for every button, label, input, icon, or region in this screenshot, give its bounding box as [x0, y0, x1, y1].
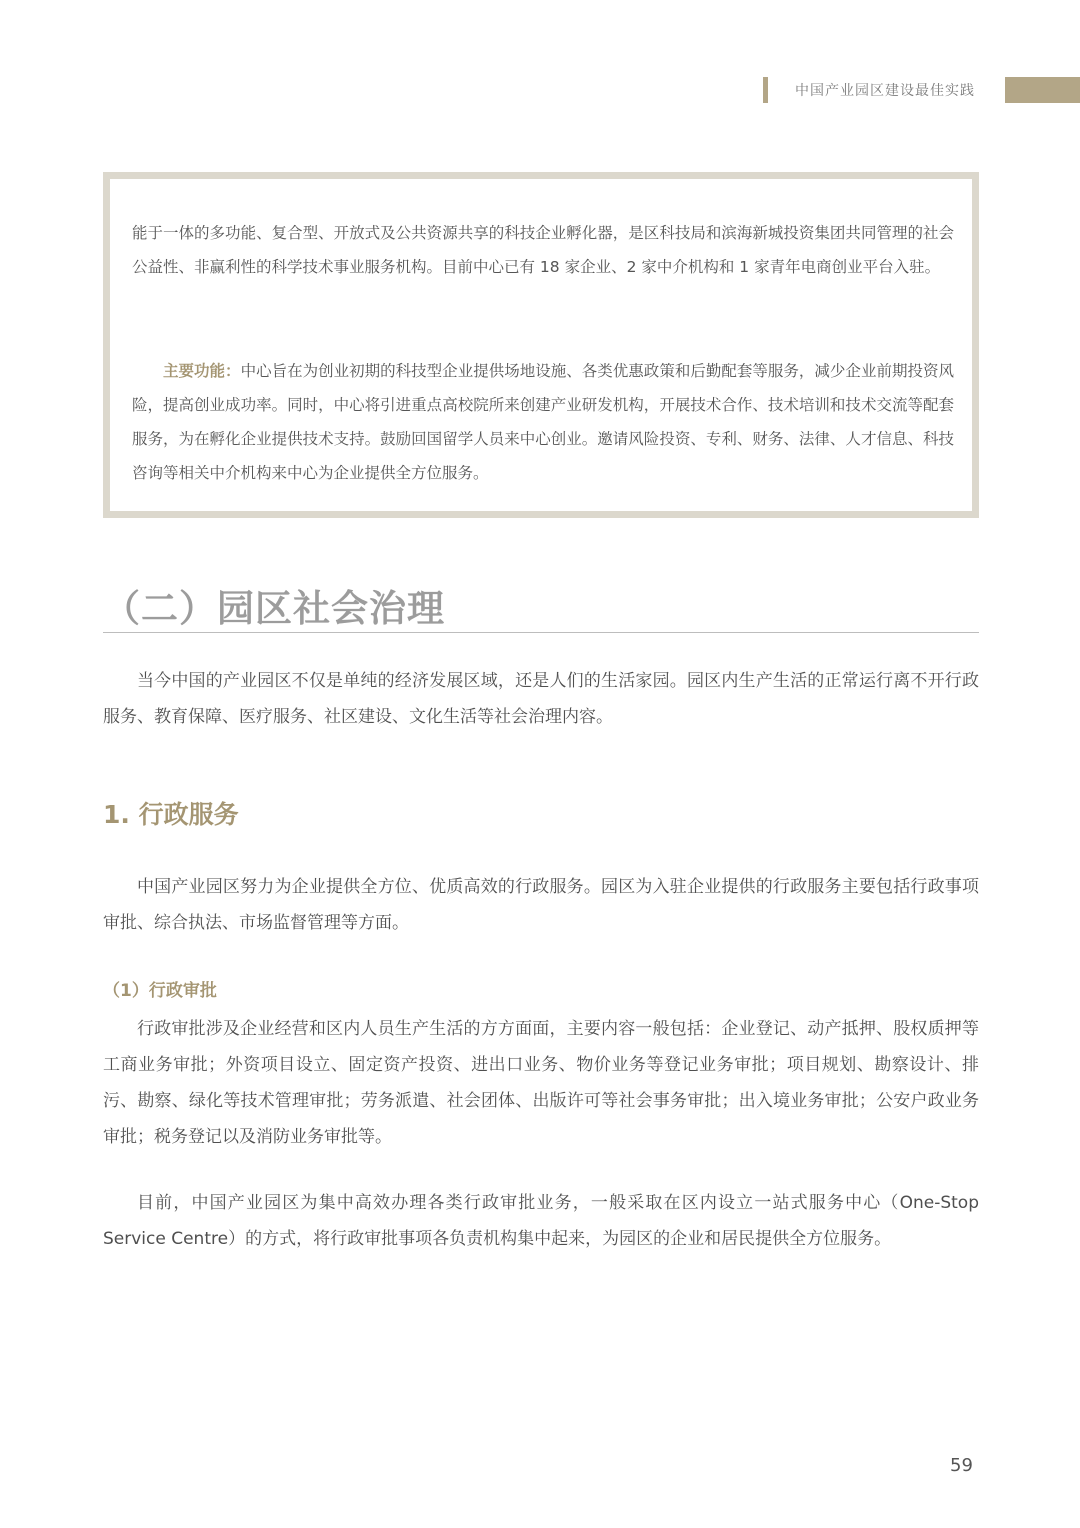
page-number: 59 — [950, 1455, 973, 1476]
case-paragraph-2 — [132, 354, 954, 490]
running-header-title: 中国产业园区建设最佳实践 — [795, 83, 975, 99]
item-title: （1）行政审批 — [103, 981, 217, 1001]
case-paragraph-2-text: 中心旨在为创业初期的科技型企业提供场地设施、各类优惠政策和后勤配套等服务，减少企业前期投资风险，提高创业成功率。同时，中心将引进重点高校院所来创建产业研发机构，开展技术合作、技术培训和技术交流等配套服务，为在孵化企业提供技术支持。鼓励回国留学人员来中心创业。邀请风险投资、专利、财务、法律、人才信息、科技咨询等相关中介机构来中心为企业提供全方位服务。 — [132, 362, 954, 482]
case-lead-label: 主要功能： — [163, 362, 241, 380]
subsection-title: 1. 行政服务 — [103, 800, 239, 829]
section-title: （二）园区社会治理 — [103, 587, 445, 630]
one-stop-paragraph: 目前，中国产业园区为集中高效办理各类行政审批业务，一般采取在区内设立一站式服务中心（One-Stop Service Centre）的方式，将行政审批事项各负责机构集中起来，为园区的企业和居民提供全方位服务。 — [103, 1193, 979, 1249]
approval-paragraph: 行政审批涉及企业经营和区内人员生产生活的方方面面，主要内容一般包括：企业登记、动产抵押、股权质押等工商业务审批；外资项目设立、固定资产投资、进出口业务、物价业务等登记业务审批；项目规划、勘察设计、排污、勘察、绿化等技术管理审批；劳务派遣、社会团体、出版许可等社会事务审批；出入境业务审批；公安户政业务审批；税务登记以及消防业务审批等。 — [103, 1019, 979, 1147]
section-intro-paragraph: 当今中国的产业园区不仅是单纯的经济发展区域，还是人们的生活家园。园区内生产生活的正常运行离不开行政服务、教育保障、医疗服务、社区建设、文化生活等社会治理内容。 — [103, 671, 979, 727]
header-accent-block — [1005, 77, 1080, 103]
header-accent-bar — [763, 77, 768, 103]
section-divider — [103, 632, 979, 633]
case-paragraph-1: 能于一体的多功能、复合型、开放式及公共资源共享的科技企业孵化器，是区科技局和滨海新城投资集团共同管理的社会公益性、非赢利性的科学技术事业服务机构。目前中心已有 18 家企业、2 家中介机构和 1 家青年电商创业平台入驻。 — [132, 224, 954, 276]
subsection-paragraph: 中国产业园区努力为企业提供全方位、优质高效的行政服务。园区为入驻企业提供的行政服务主要包括行政事项审批、综合执法、市场监督管理等方面。 — [103, 877, 979, 933]
